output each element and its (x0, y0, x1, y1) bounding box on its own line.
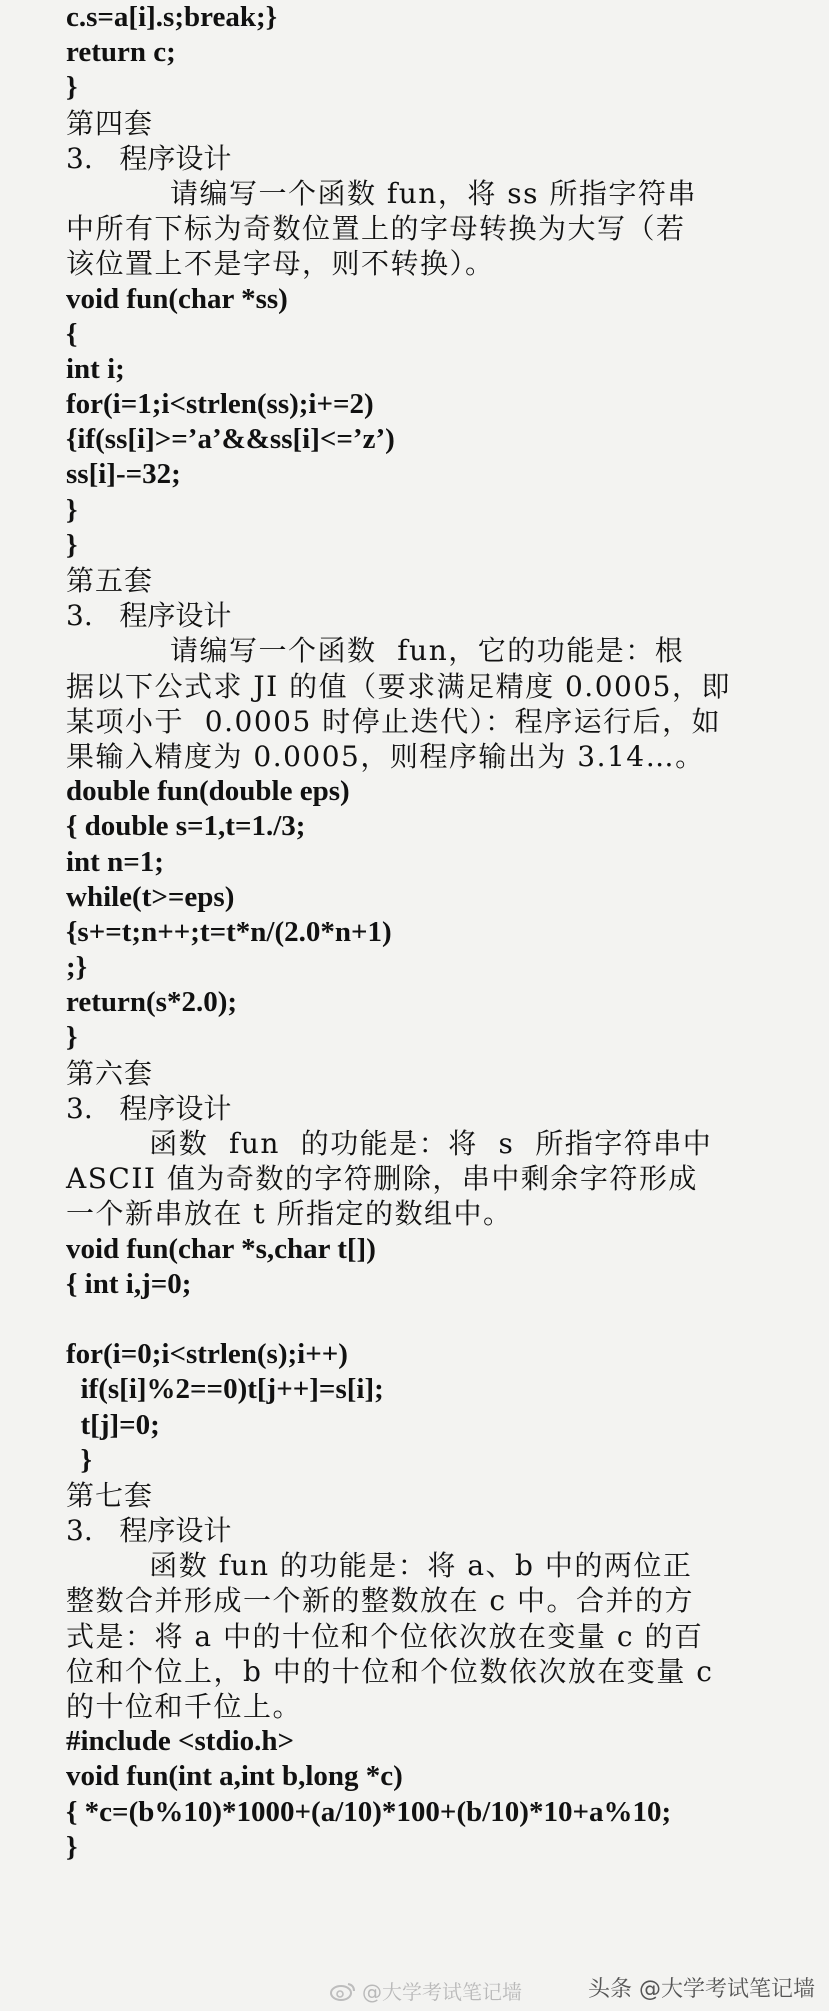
code-line: #include <stdio.h> (66, 1725, 295, 1758)
code-line: } (66, 1443, 92, 1476)
code-line: ;} (66, 951, 88, 984)
subsection-heading: 3. 程序设计 (66, 141, 232, 175)
code-line: if(s[i]%2==0)t[j++]=s[i]; (66, 1373, 384, 1406)
subsection-heading: 3. 程序设计 (66, 599, 232, 633)
problem-text-line: 中所有下标为奇数位置上的字母转换为大写（若 (66, 212, 686, 246)
problem-text-line: 函数 fun 的功能是：将 s 所指字符串中 (66, 1127, 713, 1160)
code-line: int n=1; (66, 845, 164, 878)
subsection-heading: 3. 程序设计 (66, 1091, 232, 1125)
weibo-logo-icon (330, 1981, 356, 2001)
problem-text-line: 函数 fun 的功能是：将 a、b 中的两位正 (66, 1549, 693, 1583)
code-line: { *c=(b%10)*1000+(a/10)*100+(b/10)*10+a%10; (66, 1795, 672, 1828)
subsection-heading: 3. 程序设计 (66, 1514, 232, 1548)
code-line: t[j]=0; (66, 1408, 160, 1441)
code-line: } (66, 1021, 78, 1054)
code-line: for(i=1;i<strlen(ss);i+=2) (66, 388, 374, 421)
problem-text-line: ASCII 值为奇数的字符删除，串中剩余字符形成 (66, 1162, 698, 1196)
document-page (66, 0, 731, 1865)
problem-text-line: 一个新串放在 t 所指定的数组中。 (66, 1197, 513, 1231)
problem-text-line: 据以下公式求 JI 的值（要求满足精度 0.0005，即 (66, 669, 731, 703)
code-line: void fun(char *ss) (66, 282, 288, 315)
code-line: } (66, 528, 78, 561)
weibo-watermark (330, 1976, 522, 2005)
problem-text-line: 整数合并形成一个新的整数放在 c 中。合并的方 (66, 1584, 694, 1618)
blank-line (66, 1302, 716, 1337)
problem-text-line: 的十位和千位上。 (66, 1690, 303, 1723)
code-line: return(s*2.0); (66, 986, 238, 1019)
code-line: { (66, 317, 78, 350)
code-line: ss[i]-=32; (66, 458, 181, 491)
code-line: { int i,j=0; (66, 1267, 192, 1300)
code-line: int i; (66, 352, 125, 385)
problem-text-line: 请编写一个函数 fun，将 ss 所指字符串 (66, 176, 697, 210)
problem-text-line: 式是：将 a 中的十位和个位依次放在变量 c 的百 (66, 1619, 704, 1653)
code-line: {s+=t;n++;t=t*n/(2.0*n+1) (66, 915, 392, 948)
code-line: c.s=a[i].s;break;} (66, 1, 278, 33)
code-line: } (66, 71, 78, 104)
code-line: return c; (66, 36, 176, 69)
section-title: 第六套 (66, 1056, 154, 1090)
weibo-watermark-text: @大学考试笔记墙 (362, 1980, 522, 2004)
code-line: void fun(char *s,char t[]) (66, 1232, 376, 1265)
problem-text-line: 请编写一个函数 fun，它的功能是：根 (66, 634, 685, 668)
code-line: while(t>=eps) (66, 880, 235, 913)
problem-text-line: 某项小于 0.0005 时停止迭代）：程序运行后，如 (66, 704, 722, 738)
problem-text-line: 位和个位上，b 中的十位和个位数依次放在变量 c (66, 1654, 714, 1688)
code-line: } (66, 1830, 78, 1863)
section-title: 第五套 (66, 564, 154, 597)
code-line: { double s=1,t=1./3; (66, 810, 306, 843)
code-line: for(i=0;i<strlen(s);i++) (66, 1338, 348, 1371)
problem-text-line: 该位置上不是字母，则不转换）。 (66, 247, 495, 281)
code-line: } (66, 493, 78, 526)
toutiao-watermark: 头条 @大学考试笔记墙 (588, 1977, 815, 2002)
code-line: {if(ss[i]>=’a’&&ss[i]<=’z’) (66, 423, 395, 456)
problem-text-line: 果输入精度为 0.0005，则程序输出为 3.14…。 (66, 739, 705, 773)
code-line: double fun(double eps) (66, 775, 350, 808)
section-title: 第四套 (66, 106, 154, 140)
code-line: void fun(int a,int b,long *c) (66, 1760, 403, 1793)
watermark-bar (0, 1971, 829, 2011)
section-title: 第七套 (66, 1478, 154, 1512)
